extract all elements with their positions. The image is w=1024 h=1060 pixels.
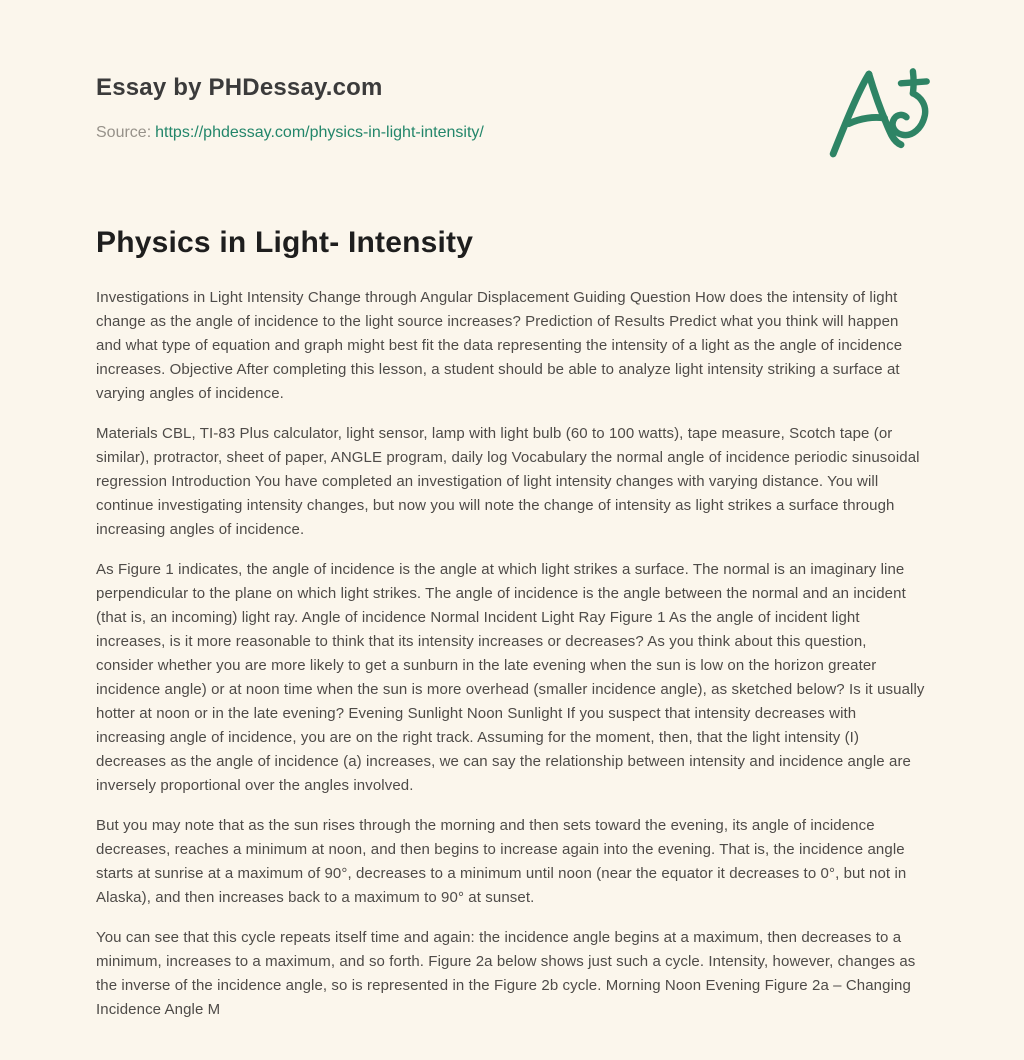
a-plus-logo-icon xyxy=(824,64,934,164)
essay-paragraph: Materials CBL, TI-83 Plus calculator, light sensor, lamp with light bulb (60 to 100 watts), tape measure, Scotch tape (or similar), protractor, sheet of paper, ANGLE program, daily log Vocabulary the normal angle of incidence periodic sinusoidal regression Introduction You have completed an investigation of light intensity changes with varying distance. You will continue investigating intensity changes, but now you will note the change of intensity as light strikes a surface through increasing angles of incidence. xyxy=(96,425,920,538)
site-header-title: Essay by PHDessay.com xyxy=(96,74,383,101)
essay-paragraph: As Figure 1 indicates, the angle of incidence is the angle at which light strikes a surface. The normal is an imaginary line perpendicular to the plane on which light strikes. The angle of incidence is the angle between the normal and an incident (that is, an incoming) light ray. Angle of incidence Normal Incident Light Ray Figure 1 As the angle of incident light increases, is it more reasonable to think that its intensity increases or decreases? As you think about this question, consider whether you are more likely to get a sunburn in the late evening when the sun is low on the horizon greater incidence angle) or at noon time when the sun is more overhead (smaller incidence angle), as sketched below? Is it usually hotter at noon or in the late evening? Evening Sunlight Noon Sunlight If you suspect that intensity decreases with increasing angle of incidence, you are on the right track. Assuming for the moment, then, that the light intensity (I) decreases as the angle of incidence (a) increases, we can say the relationship between intensity and incidence angle are inversely proportional over the angles involved. xyxy=(96,561,925,794)
source-line xyxy=(96,124,928,142)
essay-paragraph: Investigations in Light Intensity Change through Angular Displacement Guiding Question How does the intensity of light change as the angle of incidence to the light source increases? Prediction of Results Predict what you think will happen and what type of equation and graph might best fit the data representing the intensity of a light as the angle of incidence increases. Objective After completing this lesson, a student should be able to analyze light intensity striking a surface at varying angles of incidence. xyxy=(96,289,903,402)
essay-title: Physics in Light- Intensity xyxy=(96,226,474,259)
essay-body xyxy=(96,286,928,1022)
source-link[interactable]: https://phdessay.com/physics-in-light-intensity/ xyxy=(155,124,484,141)
essay-content xyxy=(96,226,928,1022)
essay-paragraph: You can see that this cycle repeats itself time and again: the incidence angle begins at a maximum, then decreases to a minimum, increases to a maximum, and so forth. Figure 2a below shows just such a cycle. Intensity, however, changes as the inverse of the incidence angle, so is represented in the Figure 2b cycle. Morning Noon Evening Figure 2a – Changing Incidence Angle M xyxy=(96,929,916,1018)
essay-paragraph: But you may note that as the sun rises through the morning and then sets toward the evening, its angle of incidence decreases, reaches a minimum at noon, and then begins to increase again into the evening. That is, the incidence angle starts at sunrise at a maximum of 90°, decreases to a minimum until noon (near the equator it decreases to 0°, but not in Alaska), and then increases back to a maximum to 90° at sunset. xyxy=(96,817,907,906)
page-header xyxy=(96,74,928,142)
source-label: Source: xyxy=(96,124,152,141)
